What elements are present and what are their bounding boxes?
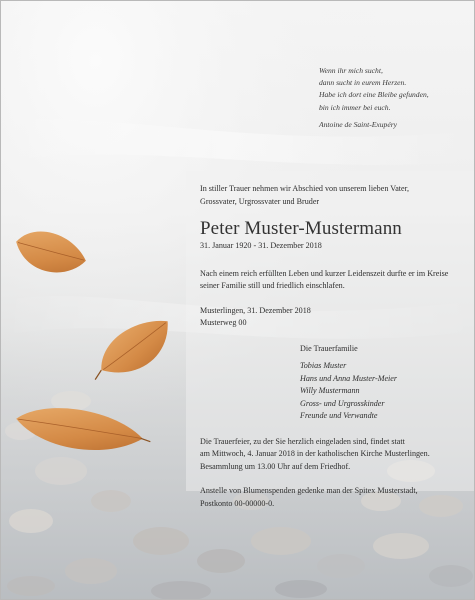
donation-info bbox=[200, 485, 462, 510]
family-member: Freunde und Verwandte bbox=[300, 411, 378, 420]
note-line: Nach einem reich erfüllten Leben und kurzer Leidenszeit durfte er im Kreise bbox=[200, 268, 449, 278]
address-line: Musterweg 00 bbox=[200, 318, 247, 327]
service-line: Besammlung um 13.00 Uhr auf dem Friedhof. bbox=[200, 461, 351, 471]
quote-author: Antoine de Saint-Exupéry bbox=[319, 119, 398, 129]
passing-note bbox=[200, 268, 462, 293]
life-dates: 31. Januar 1920 - 31. Dezember 2018 bbox=[200, 241, 322, 250]
family-members bbox=[300, 360, 462, 423]
place-and-date bbox=[200, 305, 462, 330]
quote-line: dann sucht in eurem Herzen. bbox=[319, 78, 407, 88]
service-line: am Mittwoch, 4. Januar 2018 in der katholischen Kirche Musterlingen. bbox=[200, 449, 430, 458]
intro-line: Grossvater, Urgrossvater und Bruder bbox=[200, 196, 320, 206]
family-member: Hans und Anna Muster-Meier bbox=[300, 373, 398, 383]
quote-line: bin ich immer bei euch. bbox=[319, 102, 391, 112]
donation-line: Postkonto 00-00000-0. bbox=[200, 498, 275, 508]
quote-block bbox=[319, 65, 469, 131]
service-line: Die Trauerfeier, zu der Sie herzlich eingeladen sind, findet statt bbox=[200, 436, 405, 446]
deceased-name: Peter Muster-Mustermann bbox=[200, 218, 402, 239]
note-line: seiner Familie still und friedlich einschlafen. bbox=[200, 281, 345, 290]
family-member: Tobias Muster bbox=[300, 361, 347, 370]
quote-line: Habe ich dort eine Bleibe gefunden, bbox=[319, 90, 429, 100]
obituary-text bbox=[200, 183, 462, 510]
family-member: Gross- und Urgrosskinder bbox=[300, 398, 385, 408]
quote-line: Wenn ihr mich sucht, bbox=[319, 66, 383, 75]
family-member: Willy Mustermann bbox=[300, 386, 360, 395]
service-info bbox=[200, 436, 462, 474]
family-heading: Die Trauerfamilie bbox=[300, 343, 358, 353]
intro-text bbox=[200, 183, 462, 208]
donation-line: Anstelle von Blumenspenden gedenke man der Spitex Musterstadt, bbox=[200, 486, 418, 495]
place-line: Musterlingen, 31. Dezember 2018 bbox=[200, 305, 311, 315]
intro-line: In stiller Trauer nehmen wir Abschied von unserem lieben Vater, bbox=[200, 184, 410, 193]
